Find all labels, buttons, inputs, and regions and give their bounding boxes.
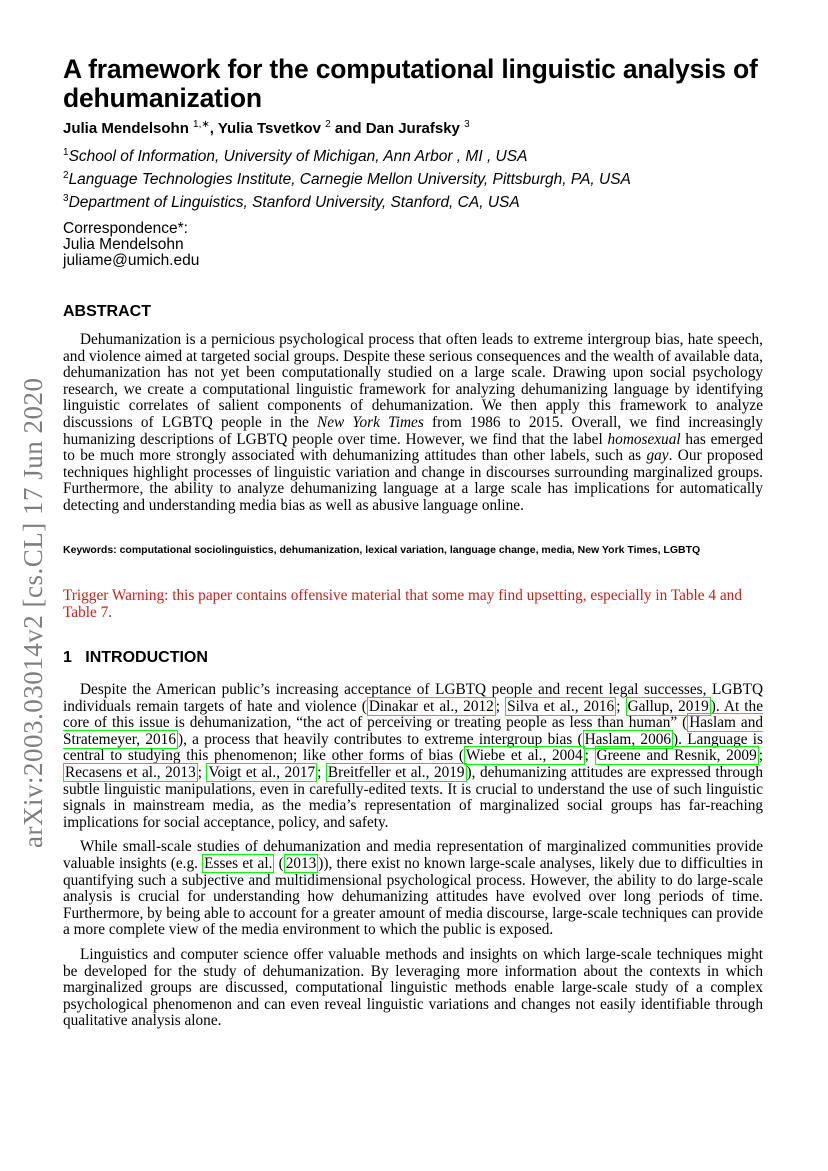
body-text: While small-scale studies of dehumanization and media representation of marginalized communities provide valuable insights (e.g. [63,838,763,872]
citation-link[interactable]: Recasens et al., 2013 [65,763,196,781]
correspondence-name: Julia Mendelsohn [63,236,184,254]
author-sup: 3 [464,119,470,130]
intro-paragraph-1 [63,682,763,831]
abstract-body [63,332,763,515]
intro-paragraph-2 [63,839,763,939]
abstract-paragraph [63,332,763,515]
abstract-text: Dehumanization is a pernicious psychological process that often leads to extreme intergroup bias, hate speech, and violence aimed at targeted social groups. Despite these serious consequences and the wealth of available data, dehumanization has not yet been computationally studied on a large scale. Drawing upon social psychology research, we create a computational linguistic framework for analyzing dehumanizing language by identifying linguistic correlates of salient components of dehumanization. We then apply this framework to analyze discussions of LGBTQ people in the [63,331,763,431]
citation-link[interactable]: Gallup, 2019 [627,697,709,715]
affiliation-text: Language Technologies Institute, Carnegie Mellon University, Pittsburgh, PA, USA [68,171,631,189]
body-text: )), there exist no known large-scale analyses, likely due to difficulties in quantifying such a subjective and multidimensional psychological process. However, the ability to do large-scale analysis is crucial for understanding how dehumanizing attitudes have evolved over long periods of time. Furthermore, by being able to account for a greater amount of media discourse, large-scale techniques can provide a more complete view of the media environment to which the public is exposed. [63,854,763,939]
body-text: Despite the American public’s increasing acceptance of LGBTQ people and recent legal successes, LGBTQ individuals remain targets of hate and violence ( [63,681,763,715]
citation-link[interactable]: Voigt et al., 2017 [208,763,316,781]
body-text: ; [616,697,626,715]
abstract-emphasis: New York Times [317,413,424,431]
introduction-heading [63,649,208,667]
author-sup: 2 [325,119,331,130]
citation-link[interactable]: Greene and Resnik, 2009 [596,747,757,765]
citation-link[interactable]: 2013 [285,854,317,872]
citation-link[interactable]: Haslam and Stratemeyer, 2016 [63,714,763,748]
correspondence-block [63,221,763,269]
abstract-emphasis: homosexual [607,430,681,448]
citation-link[interactable]: Silva et al., 2016 [507,697,615,715]
citation-link[interactable]: Breitfeller et al., 2019 [327,763,465,781]
abstract-text: from 1986 to 2015. Overall, we find increasingly humanizing descriptions of LGBTQ people over time. However, we find that the label [63,413,763,448]
citation-link[interactable]: Esses et al. [204,854,273,872]
citation-link[interactable]: Haslam, 2006 [584,730,672,748]
affiliation-text: Department of Linguistics, Stanford University, Stanford, CA, USA [68,194,520,212]
intro-paragraph-3: Linguistics and computer science offer valuable methods and insights on which large-scale techniques might be developed for the study of dehumanization. By leveraging more information about the contexts in which marginalized groups are discussed, computational linguistic methods enable large-scale study of a complex psychological phenomenon and can even reveal linguistic variations and changes not easily identifiable through qualitative analysis alone. [63,945,763,1030]
affiliation-text: School of Information, University of Michigan, Ann Arbor , MI , USA [68,148,528,166]
correspondence-label: Correspondence*: [63,220,188,238]
abstract-text: has emerged to be much more strongly associated with dehumanizing attitudes than other labels, such as [63,430,764,465]
paper-title: A framework for the computational linguistic analysis of dehumanization [63,54,758,113]
body-text: ; [495,697,506,715]
citation-link[interactable]: Wiebe et al., 2004 [465,747,583,765]
section-number: 1 [63,649,72,666]
affiliations [63,143,763,212]
abstract-heading: ABSTRACT [63,303,151,320]
author-name: Julia Mendelsohn [63,120,189,137]
affiliation-sup: 2 [63,170,69,182]
author-sup: 1,∗ [193,119,210,130]
affiliation-line [63,166,763,189]
body-text: ; [584,747,595,765]
author-list [63,119,763,137]
author-sep: , [209,120,218,137]
body-text: ), a process that heavily contributes to extreme intergroup bias ( [177,730,583,748]
affiliation-sup: 3 [63,193,69,205]
keywords-line: Keywords: computational sociolinguistics, dehumanization, lexical variation, language change, media, New York Times, LGBTQ [63,544,701,556]
section-title: INTRODUCTION [85,649,208,666]
abstract-text: . Our proposed techniques highlight processes of linguistic variation and change in discourses surrounding marginalized groups. Furthermore, the ability to analyze dehumanizing language at a large scale has implications for automatically detecting and understanding media bias as well as abusive language online. [63,447,764,514]
body-text: ( [274,854,284,872]
affiliation-line [63,189,763,212]
arxiv-identifier: arXiv:2003.03014v2 [cs.CL] 17 Jun 2020 [18,377,48,848]
trigger-warning: Trigger Warning: this paper contains offensive material that some may find upsetting, especially in Table 4 and Table 7. [63,587,742,621]
author-sep: and [330,120,366,137]
correspondence-email[interactable]: juliame@umich.edu [63,252,200,270]
author-name: Dan Jurafsky [365,120,460,137]
abstract-emphasis: gay [646,447,669,465]
affiliation-sup: 1 [63,147,69,158]
body-text: ; [317,763,326,781]
introduction-body [63,682,763,1038]
body-text: ), dehumanizing attitudes are expressed through subtle linguistic manipulations, even in carefully-edited texts. It is crucial to understand the use of such linguistic signals in mainstream media, as the media’s representation of marginalized social groups has far-reaching implications for social acceptance, policy, and safety. [63,763,763,831]
paper-page [63,54,764,1030]
body-text: ). At the core of this issue is dehumanization, “the act of perceiving or treating people as less than human” ( [63,697,763,732]
author-name: Yulia Tsvetkov [217,120,321,137]
body-text: ; [758,747,763,765]
body-text: ; [197,763,207,781]
body-text: ). Language is central to studying this phenomenon; like other forms of bias ( [63,730,763,765]
affiliation-line [63,143,763,166]
citation-link[interactable]: Dinakar et al., 2012 [368,697,494,715]
